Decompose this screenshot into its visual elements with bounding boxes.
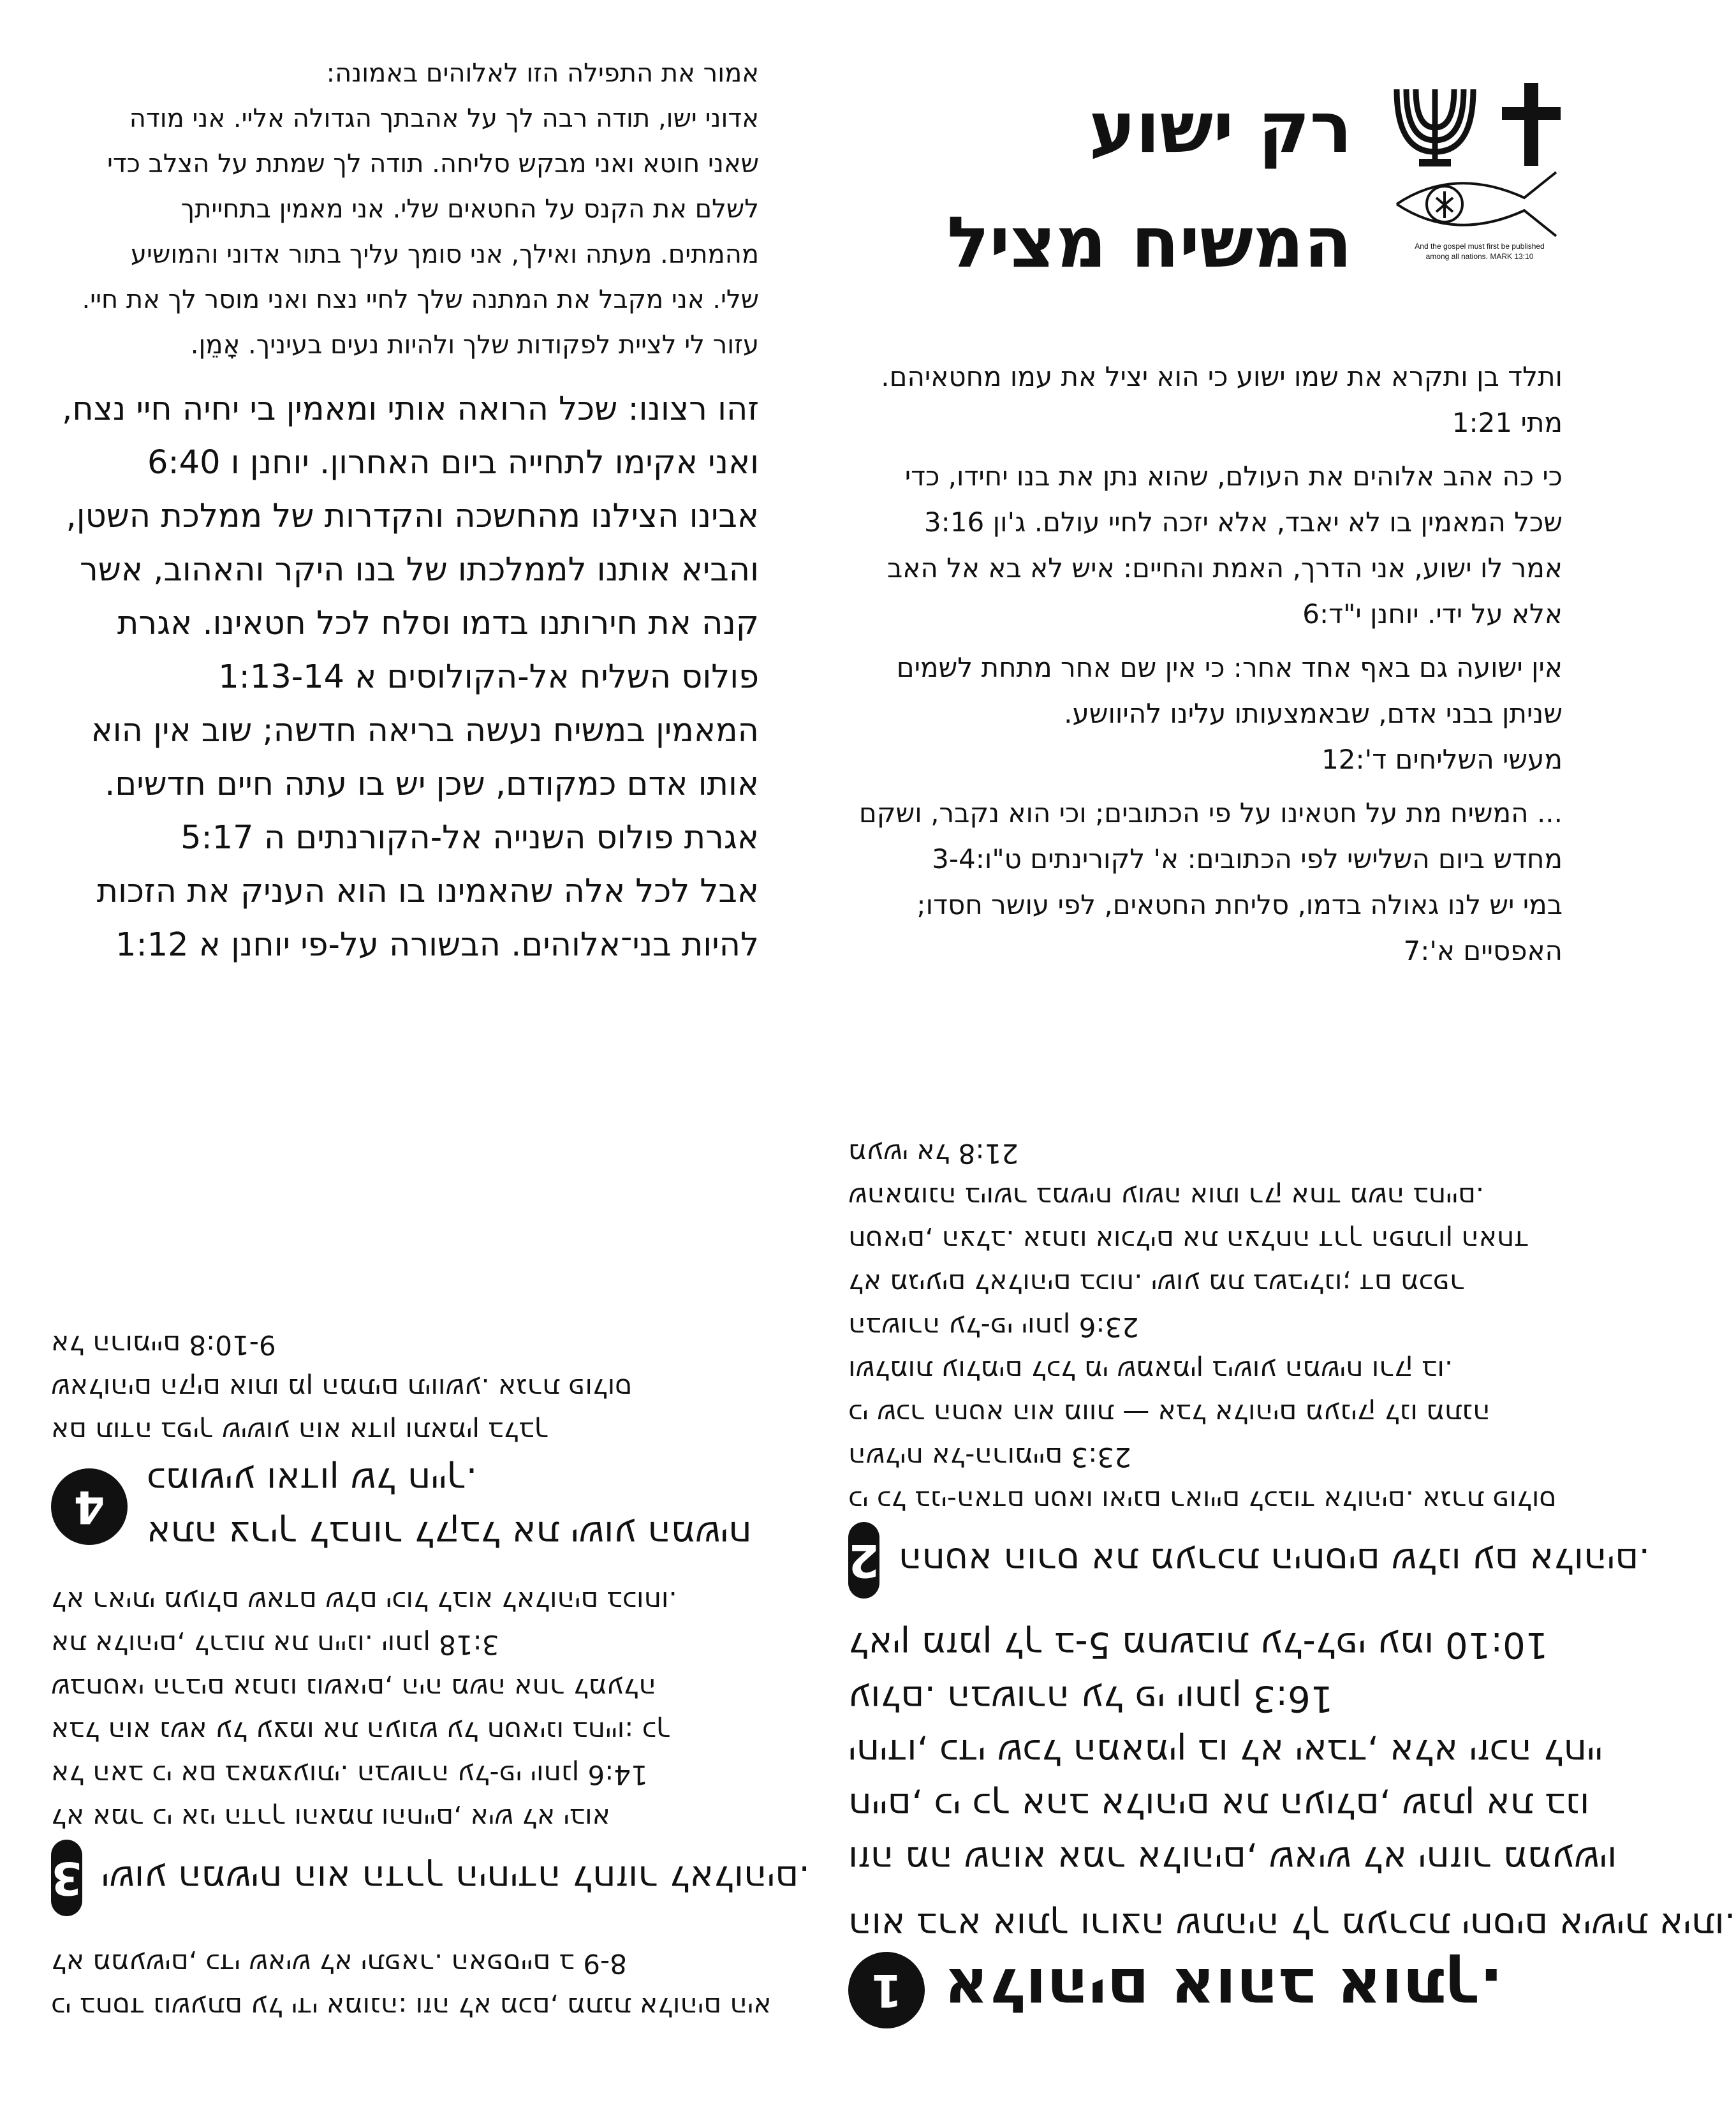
step-1-header: [848, 1952, 1563, 2028]
step-2-reference: מעשי אל 21:8: [848, 1138, 1019, 1169]
prayer-section: [51, 51, 759, 368]
step-2-heading: החטא הורס את מערכת היחסים שלנו עם אלוהים.: [898, 1540, 1651, 1581]
verses-section: [848, 354, 1563, 982]
verse-line: במי יש לנו גאולה בדמו, סליחת החטאים, לפי עושר חסדו;: [916, 889, 1563, 920]
verse-line: אמר לו ישוע, אני הדרך, האמת והחיים: איש לא בא אל האב: [886, 552, 1563, 584]
verse-paragraph: [848, 454, 1563, 637]
prayer-line: שלי. אני מקבל את המתנה שלך לחיי נצח ואני מוסר לך את חיי.: [82, 285, 759, 314]
title-line-2: המשיח מציל: [946, 202, 1352, 283]
step-3-line: שבחטאי הרבים אנחנו נושאים, היה משה אחר למעלה: [51, 1673, 656, 1704]
promise-line: קנה את חירותנו בדמו וסלח לכל חטאינו. אגרת: [117, 605, 759, 642]
step-1-line: יחידו, כדי שכל המאמין בו לא יאבד, אלא יזכה לחיי: [848, 1731, 1603, 1773]
verse-line: ... המשיח מת על חטאינו על פי הכתובים; וכי הוא נקבר, ושקם: [858, 797, 1563, 829]
verse-line: מעשי השליחים ד':12: [1321, 744, 1563, 775]
verse-line: כי כה אהב אלוהים את העולם, שהוא נתן את בנו יחידו, כדי: [904, 461, 1563, 492]
panel-steps-3-4: [51, 1097, 811, 2028]
promise-line: להיות בני־אלוהים. הבשורה על-פי יוחנן א 1:12: [115, 926, 759, 964]
prayer-line: לשלם את הקנס על החטאים שלי. אני מאמין בתחייתך: [180, 195, 759, 224]
step-4-badge: 4: [51, 1468, 128, 1545]
step-2-line: כי שכר החטא הוא מוות — אבל אלוהים מעניק לנו מתנה: [848, 1398, 1490, 1429]
ichthys-chi-rho-icon: [1397, 172, 1556, 236]
step-4-header: [51, 1453, 759, 1560]
prayer-line: מהמתים. מעתה ואילך, אני סומך עליך בתור אדוני והמושיע: [131, 240, 759, 269]
prayer-line: שאני חוטא ואני מבקש סליחה. תודה לך שמתת על הצלב כדי: [107, 149, 759, 179]
step-1-line: חיים, כי כך אהב אלוהים את העולם, שנתן את בנו: [848, 1785, 1590, 1826]
step-4-line: שאלוהים הקים אותו מן המתים תיוושע. אגרת פולוס: [51, 1373, 633, 1404]
menorah-icon: [1397, 89, 1473, 163]
promise-line: אבינו הצילנו מהחשכה והקדרות של ממלכת השטן,: [66, 498, 759, 535]
verse-line: אין ישועה גם באף אחד אחר: כי אין שם אחר מתחת לשמים: [896, 652, 1563, 683]
step-1-badge: 1: [848, 1952, 925, 2028]
verse-line: שניתן בבני אדם, שבאמצעותו עלינו להיוושע.: [1064, 698, 1563, 729]
step-2-line: ושלמות עולמים לכל מי שמאמין בישוע המשיח ורק בו.: [848, 1355, 1453, 1386]
promise-line: זהו רצונו: שכל הרואה אותי ומאמין בי יחיה חיי נצח,: [62, 390, 759, 428]
verse-line: אלא על ידי. יוחנן י"ד:6: [1302, 598, 1563, 630]
verse-paragraph: [848, 645, 1563, 783]
step-1-line: וזה מה שהוא אמר אלוהים, שאיש לא יחזור ממעשיו: [848, 1838, 1617, 1880]
step-4-heading: אתה צריך לבחור לקבל את ישוע המשיח: [147, 1513, 752, 1555]
step-2-header: [848, 1522, 1651, 1599]
step-3-line: אבל הוא נשא על עצמו את העונש על חטאינו בחייו: כך: [51, 1716, 671, 1747]
step-3-heading: ישוע המשיח הוא הדרך היחידה לחזור לאלוהים.: [101, 1858, 811, 1899]
logo-caption-line: And the gospel must first be published: [1415, 242, 1545, 251]
logo-caption-line: among all nations. MARK 13:10: [1425, 252, 1534, 261]
verse-paragraph: [848, 354, 1563, 446]
verse-line: מתי 1:21: [1452, 407, 1563, 438]
step-3-line: את אלוהים, לרבות את חיינו. יוחנן 3:18: [51, 1629, 499, 1660]
panel-steps-1-2: [848, 1097, 1736, 2028]
verse-line: מחדש ביום השלישי לפי הכתובים: א' לקורינתים ט"ו:3-4: [932, 843, 1563, 875]
top-note-line: לא ממעשים, כדי שאיש לא יתפאר. האפסיים ב 8-9: [51, 1948, 627, 1979]
promise-line: ואני אקימו לתחייה ביום האחרון. יוחנן ו 6:40: [147, 444, 759, 482]
promise-line: אגרת פולוס השנייה אל-הקורנתים ה 5:17: [180, 819, 759, 857]
title-line-1: רק ישוע: [1089, 87, 1352, 168]
logo: [1384, 77, 1575, 274]
promises-section: [51, 383, 759, 972]
step-3-badge: 3: [51, 1840, 82, 1916]
step-2-badge: 2: [848, 1522, 879, 1599]
promise-line: והביא אותנו לממלכתו של בנו היקר והאהוב, אשר: [80, 551, 759, 589]
step-2-line: חטאים, הצלב. אנחנו אוכלים את הצלחה דרך הפתרון האחד: [848, 1225, 1529, 1256]
step-2-line: הבשורה על-פי יוחנן 23:6: [848, 1311, 1139, 1343]
logo-graphic: [1384, 77, 1575, 236]
step-1-line: לאין מזמן לך ב-5 מחשבות על-לפי עמו 10:10: [848, 1624, 1548, 1666]
promise-line: אותו אדם כמקודם, שכן יש בו עתה חיים חדשים.: [105, 765, 759, 803]
step-3-line: אל האב כי אם באמצעותי. הבשורה על-פי יוחנן 14:6: [51, 1759, 648, 1791]
promise-line: המאמין במשיח נעשה בריאה חדשה; שוב אין הוא: [91, 712, 759, 750]
logo-caption: [1384, 241, 1575, 262]
verse-line: שכל המאמין בו לא יאבד, אלא יזכה לחיי עולם. ג'ון 3:16: [923, 506, 1563, 538]
step-1-subheading: הוא ברא אותך ורוצה שתהיה לך מערכת יחסים אישית איתו.: [848, 1905, 1736, 1946]
cross-icon: [1502, 83, 1561, 166]
step-4-heading-2: כמושיע ואדון של חייך.: [147, 1459, 478, 1501]
prayer-line: אמור את התפילה הזו לאלוהים באמונה:: [326, 59, 759, 88]
promise-line: אבל לכל אלה שהאמינו בו הוא העניק את הזכות: [96, 873, 759, 910]
verse-line: האפסיים א':7: [1403, 935, 1563, 966]
step-4-line: אל הרומיים 9-10:8: [51, 1329, 276, 1361]
prayer-line: אדוני ישו, תודה רבה לך על אהבתך הגדולה אליי. אני מודה: [129, 104, 759, 133]
step-3-line: לא ראיתי מעולם שאדם שלם יכול לבוא לאלוהים בכוחו.: [51, 1586, 677, 1617]
step-2-line: שהאמונה ביושר במשיח עושה אותו רק אחד משה בחיים.: [848, 1181, 1485, 1213]
page-title: [906, 70, 1352, 300]
verse-paragraph: [848, 790, 1563, 974]
step-3-header: [51, 1840, 811, 1916]
step-3-line: לא אמר כי אני הדרך והאמת והחיים, איש לא יבוא: [51, 1803, 610, 1834]
top-note-line: כי בחסד נושעתם על ידי אמונה: וזה לא מכם, מתנת אלוהים היא: [51, 1991, 772, 2023]
step-2-line: השליח אל-הרומיים 23:3: [848, 1442, 1131, 1473]
prayer-line: עזור לי לציית לפקודות שלך ולהיות נעים בעיניך. אָמֵן.: [190, 330, 759, 360]
promise-line: פולוס השליח אל-הקולוסים א 1:13-14: [218, 658, 759, 696]
step-1-heading: אלוהים אוהב אותך.: [944, 1954, 1503, 2026]
step-1-line: עולם. הבשורה על פי יוחנן 16:3: [848, 1678, 1334, 1719]
step-2-line: לא מגיעים לאלוהים בכוח. ישוע מת בשבילנו; דם מכפר: [848, 1268, 1465, 1299]
verse-line: ותלד בן ותקרא את שמו ישוע כי הוא יציל את עמו מחטאיהם.: [881, 361, 1563, 392]
step-4-line: אם תודה בפיך שישוע הוא אדון ותאמין בלבך: [51, 1416, 549, 1447]
step-2-line: כי כל בני-האדם חטאו ואינם ראויים לכבוד אלוהים. אגרת פולוס: [848, 1485, 1557, 1516]
